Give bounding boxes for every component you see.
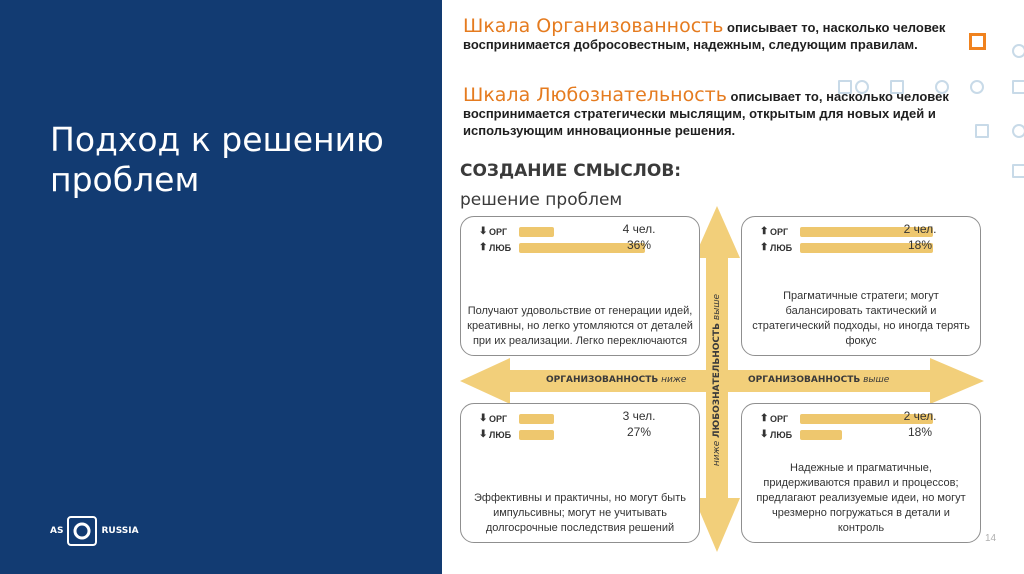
org-bar-label: ОРГ (770, 227, 789, 237)
percent-value: 27% (626, 425, 652, 439)
decor-square (1012, 164, 1024, 178)
org-scale-name: Шкала Организованность (463, 15, 724, 37)
count-value: 3 чел. (622, 409, 656, 423)
people-count (609, 408, 669, 440)
lub-arrow-icon: ⬆ (479, 242, 488, 253)
lub-scale-description (463, 84, 988, 139)
axis-org-low-strong: ОРГАНИЗОВАННОСТЬ (546, 375, 659, 385)
logo-ring-icon (67, 516, 97, 546)
org-bar (519, 227, 554, 237)
percent-value: 18% (907, 425, 933, 439)
count-value: 4 чел. (622, 222, 656, 236)
quadrant-description: Получают удовольствие от генерации идей, креативны, но легко утомляются от деталей при их реализации. Легко переключаются (467, 305, 693, 347)
lub-bar (519, 430, 554, 440)
section-subtitle: решение проблем (460, 190, 623, 210)
quadrant-description: Эффективны и практичны, но могут быть импульсивны; могут не учитывать долгосрочные последствия решений (474, 492, 686, 534)
count-value: 2 чел. (903, 409, 937, 423)
axis-lub-top-weak: выше (712, 293, 722, 321)
axis-org-low-weak: ниже (661, 375, 687, 385)
lub-bar-label: ЛЮБ (489, 430, 512, 440)
decor-square (1012, 80, 1024, 94)
decor-circle (1012, 44, 1024, 58)
axis-label-org-high (748, 375, 889, 385)
percent-value: 18% (907, 238, 933, 252)
org-arrow-icon: ⬇ (479, 226, 488, 237)
lub-bar-row (760, 430, 842, 440)
logo-right-text: RUSSIA (101, 526, 139, 536)
section-title: СОЗДАНИЕ СМЫСЛОВ: (460, 161, 682, 181)
axis-label-lub (712, 294, 722, 466)
org-arrow-icon: ⬆ (760, 413, 769, 424)
lub-bar-row (479, 430, 554, 440)
org-bar-label: ОРГ (770, 414, 789, 424)
percent-value: 36% (626, 238, 652, 252)
org-scale-description (463, 15, 988, 53)
lub-bar-label: ЛЮБ (770, 430, 793, 440)
lub-arrow-icon: ⬇ (760, 429, 769, 440)
lub-bar-label: ЛЮБ (489, 243, 512, 253)
quadrant-top-right (741, 216, 981, 356)
slide-title: Подход к решению проблем (50, 120, 384, 199)
org-bar-label: ОРГ (489, 414, 508, 424)
quadrant-description: Прагматичные стратеги; могут балансировать тактический и стратегический подходы, но иногда терять фокус (752, 290, 970, 347)
org-scale-text: описывает то, насколько человек воспринимается добросовестным, надежным, следующим правилам. (463, 20, 946, 52)
lub-bar-label: ЛЮБ (770, 243, 793, 253)
lub-arrow-icon: ⬆ (760, 242, 769, 253)
axis-org-high-strong: ОРГАНИЗОВАННОСТЬ (748, 375, 861, 385)
quadrant-description: Надежные и прагматичные, придерживаются правил и процессов; предлагают реализуемые идеи, но могут чрезмерно погружаться в детали и контроль (756, 462, 966, 534)
org-bar-row (479, 414, 554, 424)
lub-arrow-icon: ⬇ (479, 429, 488, 440)
lub-scale-name: Шкала Любознательность (463, 84, 727, 106)
axis-org-high-weak: выше (863, 375, 890, 385)
org-bar-label: ОРГ (489, 227, 508, 237)
axis-lub-strong: ЛЮБОЗНАТЕЛЬНОСТЬ (712, 322, 722, 438)
org-arrow-icon: ⬆ (760, 226, 769, 237)
quadrant-bottom-left (460, 403, 700, 543)
lub-bar (800, 430, 842, 440)
quadrant-top-left (460, 216, 700, 356)
lub-scale-text: описывает то, насколько человек воспринимается стратегически мыслящим, открытым для новых идей и использующим инновационные решения. (463, 89, 949, 138)
as-russia-logo (50, 516, 139, 546)
axis-label-org-low (546, 375, 686, 385)
axis-lub-bottom-weak: ниже (712, 440, 722, 467)
org-bar-row (479, 227, 554, 237)
quadrant-bottom-right (741, 403, 981, 543)
title-panel (0, 0, 442, 574)
page-number: 14 (985, 533, 997, 544)
org-arrow-icon: ⬇ (479, 413, 488, 424)
count-value: 2 чел. (903, 222, 937, 236)
quadrant-diagram (450, 148, 988, 560)
org-bar (519, 414, 554, 424)
people-count (890, 408, 950, 440)
logo-left-text: AS (50, 526, 64, 536)
people-count (609, 221, 669, 253)
people-count (890, 221, 950, 253)
decor-circle (1012, 124, 1024, 138)
